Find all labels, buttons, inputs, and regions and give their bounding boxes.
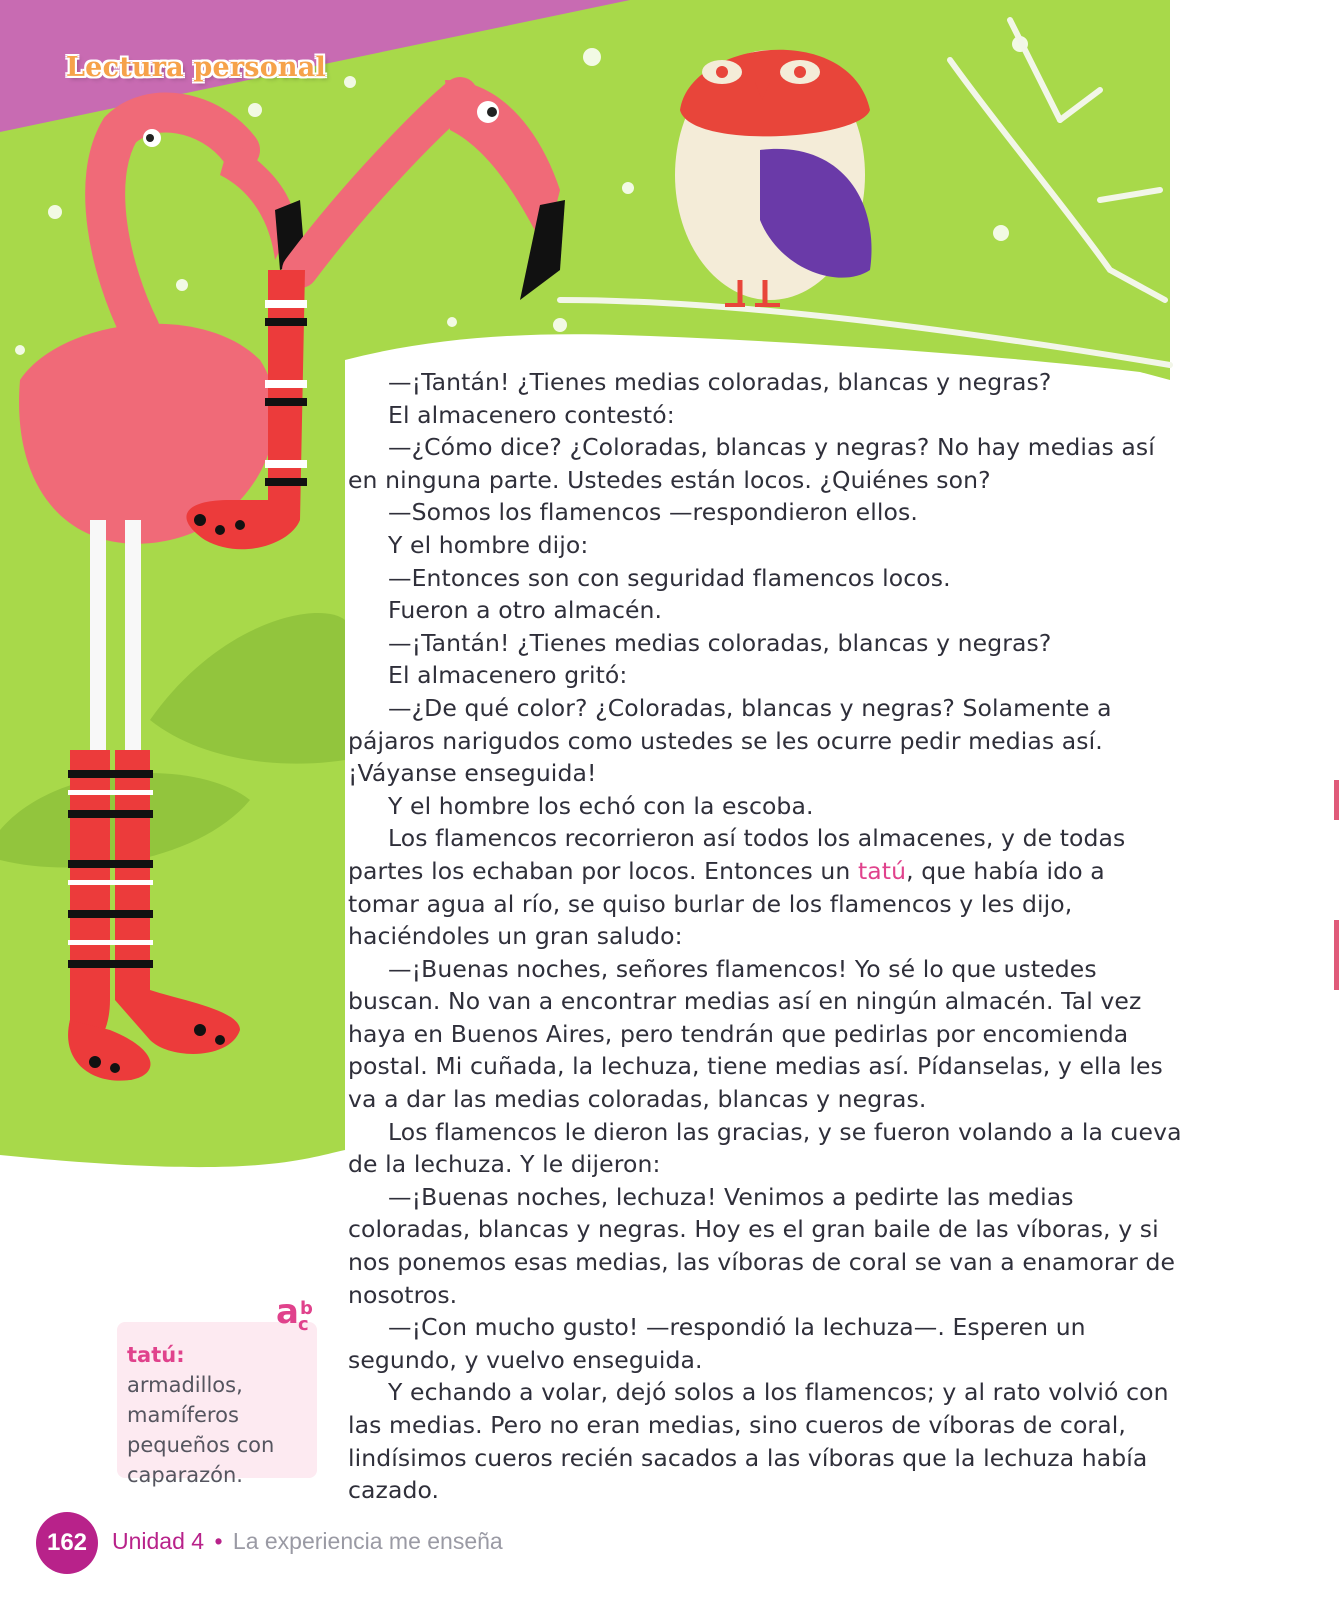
unit-label: Unidad 4 xyxy=(112,1528,205,1554)
glossary-box xyxy=(117,1322,317,1487)
story-paragraph: Y echando a volar, dejó solos a los flamencos; y al rato volvió con las medias. Pero no eran medias, sino cueros de víboras de coral, lindísimos cueros recién sacados a las víboras que la lechuza había cazado. xyxy=(348,1378,1169,1505)
glossary-term: tatú: xyxy=(127,1343,185,1367)
story-paragraph: Y el hombre dijo: xyxy=(388,530,589,559)
story-paragraph: El almacenero gritó: xyxy=(388,661,628,690)
unit-subtitle: La experiencia me enseña xyxy=(232,1528,503,1554)
abc-icon xyxy=(276,1292,324,1342)
paragraph-text: Los flamencos recorrieron así todos los almacenes, y de todas partes los echaban por locos. Entonces un xyxy=(348,824,1126,885)
story-paragraph: —¡Tantán! ¿Tienes medias coloradas, blancas y negras? xyxy=(388,628,1052,657)
story-paragraph: —¡Con mucho gusto! —respondió la lechuza—. Esperen un segundo, y vuelvo enseguida. xyxy=(348,1313,1086,1374)
story-paragraph: El almacenero contestó: xyxy=(388,400,675,429)
abc-icon-letter: c xyxy=(298,1314,309,1335)
story-paragraph xyxy=(348,822,1183,952)
abc-icon-letter: b xyxy=(300,1298,313,1319)
story-paragraph: —¡Buenas noches, señores flamencos! Yo sé lo que ustedes buscan. No van a encontrar medias así en ningún almacén. Tal vez haya en Buenos Aires, pero tendrán que pedirlas por encomienda postal. Mi cuñada, la lechuza, tiene medias así. Pídanselas, y ella les va a dar las medias coloradas, blancas y negras. xyxy=(348,954,1163,1114)
page-edge-mark xyxy=(1334,780,1339,820)
glossary-term-link: tatú xyxy=(857,856,907,885)
story-paragraph: Fueron a otro almacén. xyxy=(388,596,663,625)
section-label: Lectura personal xyxy=(66,52,326,83)
story-paragraph: Los flamencos le dieron las gracias, y se fueron volando a la cueva de la lechuza. Y le dijeron: xyxy=(348,1117,1182,1179)
story-text xyxy=(348,366,1183,1507)
story-paragraph: —Entonces son con seguridad flamencos locos. xyxy=(388,563,951,592)
story-paragraph: ¡Váyanse enseguida! xyxy=(348,759,597,788)
footer-separator: • xyxy=(214,1528,223,1554)
paragraph-text: , que había ido a tomar agua al río, se quiso burlar de los flamencos y les dijo, haciéndoles un gran saludo: xyxy=(348,856,1105,951)
story-paragraph: —¡Buenas noches, lechuza! Venimos a pedirte las medias coloradas, blancas y negras. Hoy es el gran baile de las víboras, y si nos ponemos esas medias, las víboras de coral se van a enamorar de nosotros. xyxy=(348,1182,1176,1309)
story-paragraph: —¿Cómo dice? ¿Coloradas, blancas y negras? No hay medias así en ninguna parte. Ustedes están locos. ¿Quiénes son? xyxy=(348,433,1155,494)
footer-text xyxy=(112,1528,503,1555)
abc-icon-letter: a xyxy=(276,1292,299,1332)
story-paragraph: —Somos los flamencos —respondieron ellos. xyxy=(388,498,918,527)
page-number: 162 xyxy=(36,1512,98,1574)
page-edge-mark xyxy=(1334,920,1339,990)
story-paragraph: —¿De qué color? ¿Coloradas, blancas y negras? Solamente a pájaros narigudos como ustedes se les ocurre pedir medias así. xyxy=(348,693,1112,755)
story-paragraph: Y el hombre los echó con la escoba. xyxy=(388,791,814,820)
story-paragraph: —¡Tantán! ¿Tienes medias coloradas, blancas y negras? xyxy=(388,368,1052,396)
glossary-definition: armadillos, mamíferos pequeños con caparazón. xyxy=(127,1373,275,1487)
